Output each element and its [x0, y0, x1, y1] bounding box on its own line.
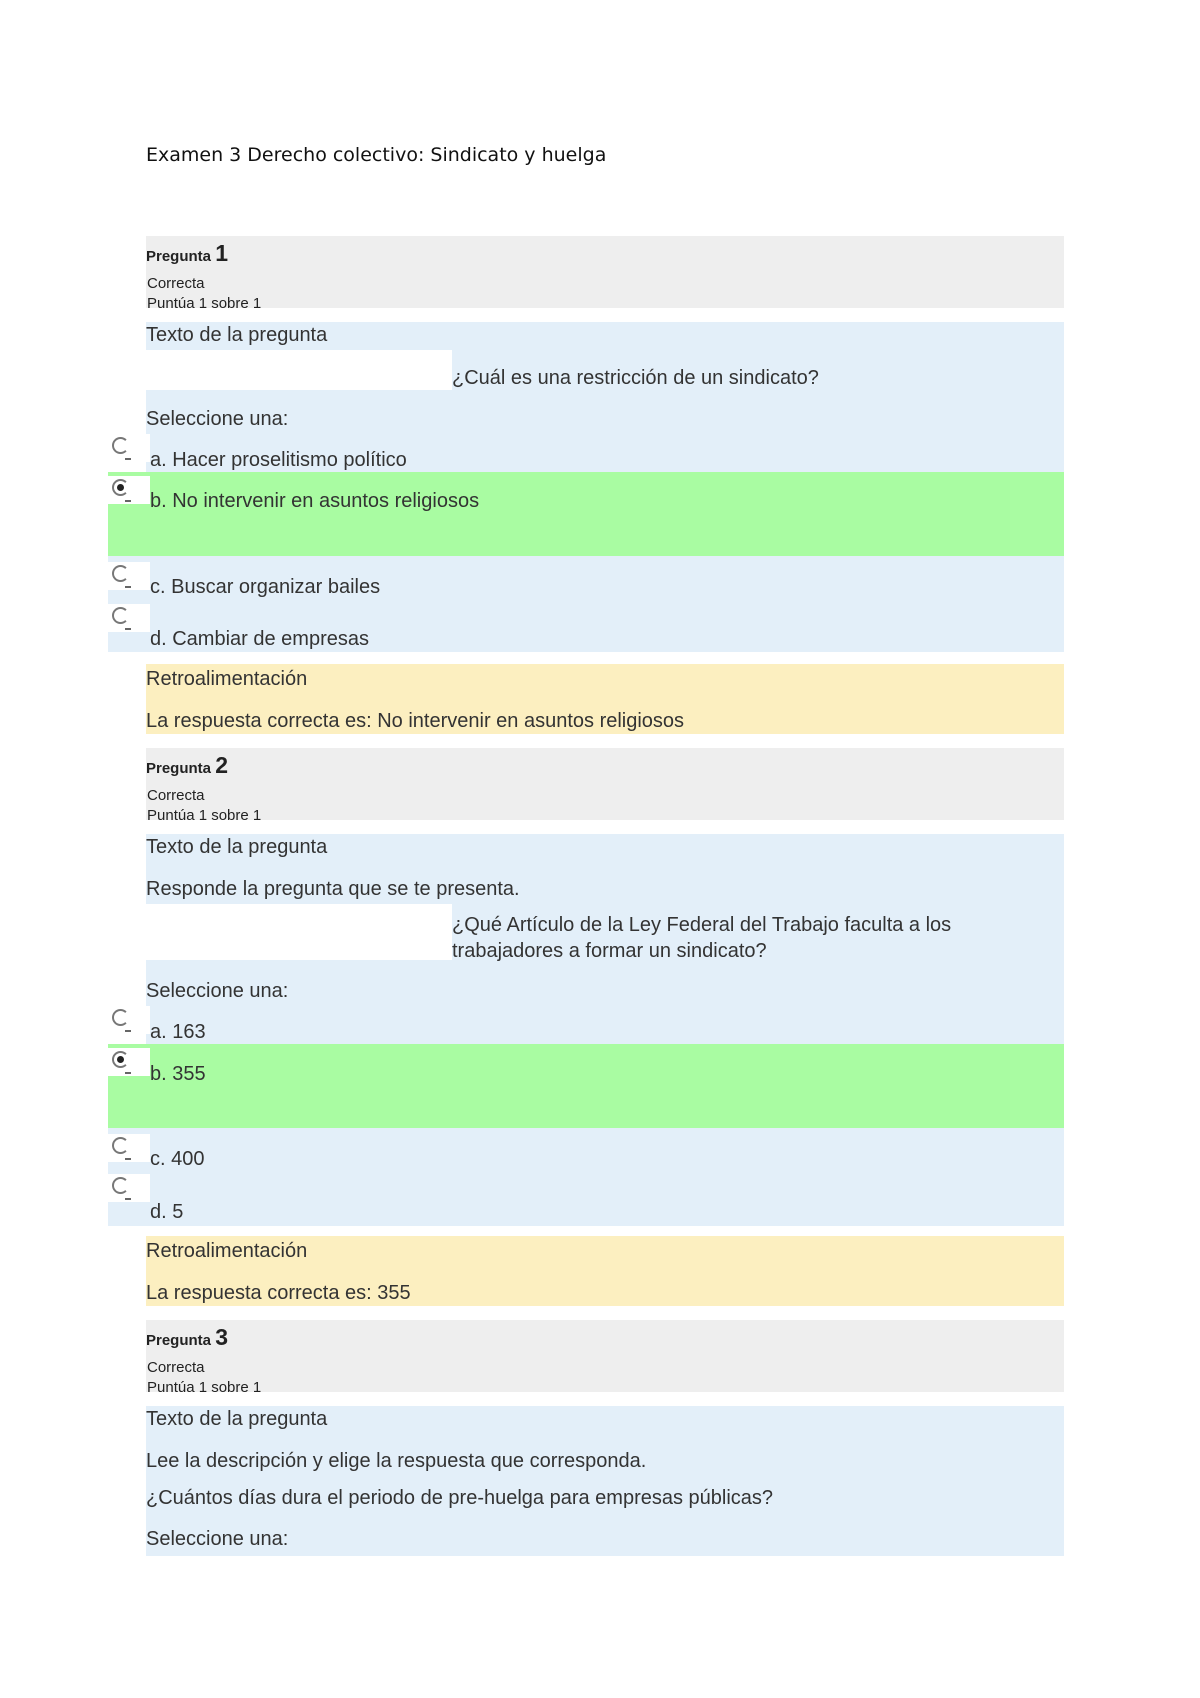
radio-checked-icon: [112, 479, 129, 496]
question-1-text-label: Texto de la pregunta: [146, 324, 328, 346]
question-2-grade: Puntúa 1 sobre 1: [147, 807, 262, 824]
question-2-correct-answer-row: [108, 1044, 1064, 1128]
radio-icon: [112, 1177, 129, 1194]
question-1-option-b-radio[interactable]: [108, 476, 150, 504]
question-1-info: [146, 236, 1064, 312]
question-3-grade: Puntúa 1 sobre 1: [147, 1379, 262, 1396]
question-2-select-label: Seleccione una:: [146, 980, 289, 1002]
question-2-heading: [146, 752, 228, 779]
radio-icon: [112, 437, 129, 454]
document-title: Examen 3 Derecho colectivo: Sindicato y huelga: [146, 144, 607, 166]
question-2-option-c-radio[interactable]: [108, 1134, 150, 1162]
question-2-info: [146, 748, 1064, 824]
question-2-text-label: Texto de la pregunta: [146, 836, 328, 858]
question-2-answers-bg: [108, 1128, 1064, 1226]
question-2-number: 2: [215, 752, 228, 778]
question-1-select-label: Seleccione una:: [146, 408, 289, 430]
question-1-feedback-answer: La respuesta correcta es: No intervenir en asuntos religiosos: [146, 710, 685, 732]
question-2-option-b[interactable]: b. 355: [150, 1063, 206, 1085]
question-3-question: ¿Cuántos días dura el periodo de pre-huelga para empresas públicas?: [146, 1487, 774, 1509]
question-3-state: Correcta: [147, 1359, 205, 1376]
question-2-question-line-1: ¿Qué Artículo de la Ley Federal del Trabajo faculta a los: [452, 914, 952, 936]
question-2-blank: [146, 904, 452, 960]
radio-checked-icon: [112, 1051, 129, 1068]
question-1-option-b[interactable]: b. No intervenir en asuntos religiosos: [150, 490, 480, 512]
question-2-label: Pregunta: [146, 760, 212, 777]
question-3-number: 3: [215, 1324, 228, 1350]
question-1-option-c-radio[interactable]: [108, 562, 150, 590]
question-2-feedback-label: Retroalimentación: [146, 1240, 308, 1262]
question-1-feedback-label: Retroalimentación: [146, 668, 308, 690]
question-1-grade: Puntúa 1 sobre 1: [147, 295, 262, 312]
question-1-correct-answer-row: [108, 472, 1064, 556]
question-1-state: Correcta: [147, 275, 205, 292]
question-1-number: 1: [215, 240, 228, 266]
question-2-option-d-radio[interactable]: [108, 1174, 150, 1202]
question-1-option-c[interactable]: c. Buscar organizar bailes: [150, 576, 381, 598]
question-2-question-line-2: trabajadores a formar un sindicato?: [452, 940, 767, 962]
question-3-select-label: Seleccione una:: [146, 1528, 289, 1550]
question-2-feedback: [146, 1236, 1064, 1306]
question-1-heading: [146, 240, 228, 267]
question-1-feedback: [146, 664, 1064, 734]
radio-icon: [112, 1009, 129, 1026]
radio-icon: [112, 607, 129, 624]
question-1-option-d-radio[interactable]: [108, 604, 150, 632]
question-1-label: Pregunta: [146, 248, 212, 265]
question-3-instruction: Lee la descripción y elige la respuesta que corresponda.: [146, 1450, 647, 1472]
question-2-option-a[interactable]: a. 163: [150, 1021, 206, 1043]
question-1-blank: [146, 350, 452, 390]
question-2-state: Correcta: [147, 787, 205, 804]
question-2-feedback-answer: La respuesta correcta es: 355: [146, 1282, 411, 1304]
radio-icon: [112, 565, 129, 582]
question-2-option-a-radio[interactable]: [108, 1006, 150, 1034]
question-3-label: Pregunta: [146, 1332, 212, 1349]
question-1-option-a[interactable]: a. Hacer proselitismo político: [150, 449, 407, 471]
question-3-text-label: Texto de la pregunta: [146, 1408, 328, 1430]
question-1-question: ¿Cuál es una restricción de un sindicato?: [452, 367, 819, 389]
question-1-option-a-radio[interactable]: [108, 434, 150, 462]
question-2-option-d[interactable]: d. 5: [150, 1201, 184, 1223]
question-2-option-b-radio[interactable]: [108, 1048, 150, 1076]
radio-icon: [112, 1137, 129, 1154]
question-1-option-d[interactable]: d. Cambiar de empresas: [150, 628, 369, 650]
question-3-info: [146, 1320, 1064, 1396]
question-2-instruction: Responde la pregunta que se te presenta.: [146, 878, 520, 900]
question-2-option-c[interactable]: c. 400: [150, 1148, 205, 1170]
question-3-heading: [146, 1324, 228, 1351]
